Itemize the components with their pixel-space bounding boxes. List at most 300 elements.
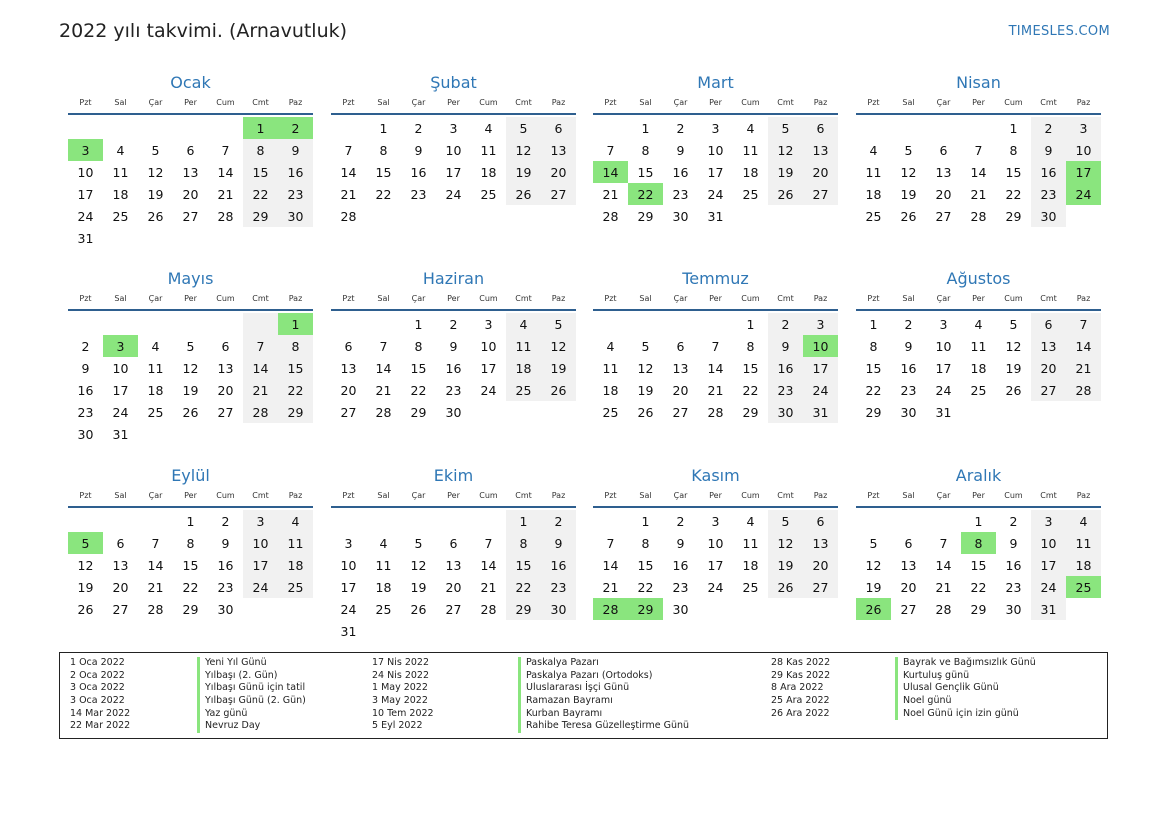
blank-cell [331,117,366,139]
legend-holiday-name: Noel günü [895,695,1036,708]
day-cell: 5 [904,142,913,158]
day-cell: 9 [1009,535,1018,551]
day-cell: 2 [768,313,803,335]
day-cell: 31 [707,208,724,224]
day-cell: 17 [707,164,724,180]
month-12 [856,465,1101,620]
day-cell: 21 [340,186,357,202]
legend-holiday-name: Paskalya Pazarı [518,657,689,670]
weekday-label: Paz [1076,98,1091,107]
day-cell: 1 [746,316,755,332]
day-cell: 13 [803,139,838,161]
day-cell: 26 [506,183,541,205]
month-10 [331,465,576,642]
day-cell: 1 [869,316,878,332]
weekday-label: Sal [902,98,915,107]
day-cell: 17 [707,557,724,573]
blank-cell [436,510,471,532]
day-cell: 30 [672,208,689,224]
day-cell: 10 [340,557,357,573]
day-cell: 6 [939,142,948,158]
day-cell: 4 [116,142,125,158]
day-cell: 7 [151,535,160,551]
day-cell: 28 [970,208,987,224]
day-cell: 19 [77,579,94,595]
weekday-label: Paz [1076,491,1091,500]
day-cell: 7 [221,142,230,158]
weekday-label: Cum [741,491,760,500]
day-cell: 9 [1031,139,1066,161]
day-cell: 8 [641,142,650,158]
day-cell: 12 [182,360,199,376]
day-cell: 5 [506,117,541,139]
legend-dates-col-3 [771,657,830,720]
day-cell: 14 [707,360,724,376]
day-cell: 7 [344,142,353,158]
day-cell: 24 [707,579,724,595]
day-cell: 6 [904,535,913,551]
day-cell: 1 [1009,120,1018,136]
day-cell: 28 [340,208,357,224]
day-grid [856,510,1101,620]
day-cell: 22 [637,579,654,595]
day-cell: 11 [375,557,392,573]
blank-cell [138,313,173,335]
day-cell: 1 [974,513,983,529]
day-cell: 6 [803,117,838,139]
day-cell: 22 [410,382,427,398]
weekday-label: Sal [114,294,127,303]
holiday-day-cell: 29 [628,598,663,620]
day-cell: 13 [1031,335,1066,357]
day-cell: 23 [541,576,576,598]
weekday-label: Pzt [342,98,355,107]
blank-cell [68,117,103,139]
day-cell: 26 [541,379,576,401]
day-cell: 1 [414,316,423,332]
day-cell: 20 [1031,357,1066,379]
day-cell: 8 [869,338,878,354]
day-cell: 14 [375,360,392,376]
day-cell: 3 [711,120,720,136]
weekday-label: Cmt [1040,294,1057,303]
day-cell: 28 [935,601,952,617]
day-cell: 28 [375,404,392,420]
day-cell: 4 [869,142,878,158]
day-grid [593,510,838,620]
day-cell: 20 [112,579,129,595]
day-cell: 26 [147,208,164,224]
day-cell: 27 [182,208,199,224]
day-cell: 17 [480,360,497,376]
day-cell: 27 [541,183,576,205]
blank-cell [138,117,173,139]
day-cell: 6 [449,535,458,551]
month-9 [68,465,313,620]
legend-holiday-name: Yılbaşı (2. Gün) [197,670,306,683]
day-cell: 16 [1031,161,1066,183]
day-cell: 2 [541,510,576,532]
weekday-header [331,96,576,115]
day-cell: 1 [641,120,650,136]
day-cell: 21 [970,186,987,202]
day-cell: 7 [711,338,720,354]
blank-cell [366,313,401,335]
day-cell: 14 [243,357,278,379]
day-cell: 16 [1005,557,1022,573]
weekday-label: Cmt [515,294,532,303]
day-cell: 16 [672,557,689,573]
day-cell: 3 [449,120,458,136]
blank-cell [103,117,138,139]
legend-date: 5 Eyl 2022 [372,720,423,732]
month-name: Haziran [422,269,485,288]
day-cell: 16 [672,164,689,180]
day-cell: 23 [278,183,313,205]
day-cell: 24 [935,382,952,398]
day-cell: 25 [602,404,619,420]
blank-cell [698,313,733,335]
day-cell: 24 [480,382,497,398]
day-cell: 3 [803,313,838,335]
weekday-label: Per [447,98,460,107]
weekday-label: Paz [551,491,566,500]
legend-date: 22 Mar 2022 [70,720,131,732]
day-cell: 21 [602,186,619,202]
weekday-label: Sal [639,98,652,107]
day-cell: 8 [243,139,278,161]
month-name: Kasım [691,466,740,485]
month-6 [331,268,576,423]
day-cell: 26 [637,404,654,420]
day-grid [856,117,1101,227]
day-cell: 4 [278,510,313,532]
legend-date: 14 Mar 2022 [70,707,131,719]
day-cell: 19 [768,161,803,183]
day-cell: 20 [445,579,462,595]
day-cell: 27 [445,601,462,617]
day-cell: 25 [147,404,164,420]
holiday-day-cell: 28 [593,598,628,620]
blank-cell [593,510,628,532]
legend-dates-col-1 [70,657,130,733]
legend-date: 17 Nis 2022 [372,657,429,668]
day-cell: 22 [970,579,987,595]
month-3 [593,72,838,227]
day-cell: 13 [182,164,199,180]
weekday-header [856,292,1101,311]
day-cell: 2 [676,513,685,529]
day-cell: 4 [506,313,541,335]
blank-cell [891,117,926,139]
weekday-label: Paz [813,491,828,500]
legend-holiday-name: Uluslararası İşçi Günü [518,682,689,695]
day-cell: 20 [182,186,199,202]
day-cell: 4 [606,338,615,354]
day-cell: 8 [379,142,388,158]
day-cell: 3 [243,510,278,532]
weekday-label: Cum [479,491,498,500]
weekday-label: Sal [639,491,652,500]
site-link[interactable]: TIMESLES.COM [1008,24,1110,39]
day-cell: 14 [147,557,164,573]
day-cell: 15 [506,554,541,576]
day-cell: 13 [900,557,917,573]
blank-cell [961,117,996,139]
day-cell: 27 [935,208,952,224]
month-name: Mayıs [167,269,214,288]
weekday-label: Pzt [79,98,92,107]
day-cell: 18 [742,164,759,180]
legend-holiday-name: Rahibe Teresa Güzelleştirme Günü [518,720,689,733]
weekday-label: Paz [288,98,303,107]
day-cell: 16 [278,161,313,183]
day-cell: 10 [707,535,724,551]
weekday-label: Cum [479,98,498,107]
weekday-label: Per [184,98,197,107]
day-cell: 1 [506,510,541,532]
day-cell: 10 [243,532,278,554]
day-cell: 13 [803,532,838,554]
day-grid [68,313,313,445]
holiday-day-cell: 14 [593,161,628,183]
day-cell: 19 [541,357,576,379]
day-cell: 15 [278,357,313,379]
legend-date: 8 Ara 2022 [771,682,824,694]
day-cell: 9 [904,338,913,354]
day-cell: 17 [243,554,278,576]
day-cell: 10 [1031,532,1066,554]
weekday-label: Cum [741,294,760,303]
day-cell: 9 [81,360,90,376]
day-cell: 11 [742,535,759,551]
weekday-header [68,489,313,508]
weekday-header [331,489,576,508]
day-cell: 15 [865,360,882,376]
day-cell: 22 [742,382,759,398]
day-cell: 23 [1031,183,1066,205]
weekday-header [331,292,576,311]
holiday-day-cell: 8 [961,532,996,554]
holiday-day-cell: 1 [278,313,313,335]
day-cell: 4 [746,120,755,136]
day-cell: 12 [637,360,654,376]
weekday-label: Cum [216,294,235,303]
day-cell: 23 [768,379,803,401]
day-cell: 18 [147,382,164,398]
holiday-day-cell: 1 [243,117,278,139]
blank-cell [331,313,366,335]
day-cell: 6 [344,338,353,354]
day-cell: 14 [340,164,357,180]
weekday-label: Çar [673,491,688,500]
weekday-header [593,489,838,508]
day-cell: 16 [77,382,94,398]
day-cell: 14 [970,164,987,180]
day-cell: 18 [742,557,759,573]
weekday-label: Çar [936,98,951,107]
day-cell: 8 [1009,142,1018,158]
day-cell: 3 [1066,117,1101,139]
blank-cell [68,510,103,532]
day-cell: 6 [676,338,685,354]
weekday-label: Çar [936,294,951,303]
day-cell: 25 [112,208,129,224]
day-cell: 2 [904,316,913,332]
day-cell: 20 [672,382,689,398]
day-cell: 12 [147,164,164,180]
legend-date: 1 Oca 2022 [70,657,125,668]
blank-cell [208,117,243,139]
weekday-label: Çar [673,294,688,303]
weekday-header [856,489,1101,508]
day-cell: 2 [449,316,458,332]
day-cell: 11 [112,164,129,180]
day-cell: 17 [935,360,952,376]
day-cell: 23 [900,382,917,398]
day-cell: 28 [243,401,278,423]
day-cell: 26 [410,601,427,617]
day-cell: 9 [541,532,576,554]
day-cell: 28 [602,208,619,224]
day-cell: 26 [768,576,803,598]
day-cell: 20 [935,186,952,202]
day-cell: 6 [803,510,838,532]
day-cell: 24 [77,208,94,224]
day-cell: 17 [803,357,838,379]
day-cell: 8 [641,535,650,551]
weekday-label: Per [184,491,197,500]
holiday-day-cell: 3 [103,335,138,357]
weekday-label: Per [972,294,985,303]
day-cell: 15 [637,557,654,573]
day-cell: 17 [340,579,357,595]
day-cell: 18 [1066,554,1101,576]
weekday-label: Cmt [252,294,269,303]
legend-holiday-name: Noel Günü için izin günü [895,708,1036,721]
day-cell: 14 [602,557,619,573]
day-cell: 11 [506,335,541,357]
day-cell: 5 [541,313,576,335]
weekday-label: Çar [411,491,426,500]
legend-holiday-name: Yılbaşı Günü (2. Gün) [197,695,306,708]
day-cell: 16 [410,164,427,180]
day-cell: 16 [217,557,234,573]
weekday-label: Sal [639,294,652,303]
day-cell: 25 [480,186,497,202]
day-cell: 19 [147,186,164,202]
weekday-label: Paz [813,294,828,303]
day-cell: 26 [900,208,917,224]
weekday-label: Cmt [777,294,794,303]
month-name: Ocak [170,73,211,92]
day-cell: 31 [935,404,952,420]
day-cell: 4 [379,535,388,551]
day-cell: 8 [186,535,195,551]
day-cell: 23 [217,579,234,595]
day-cell: 11 [480,142,497,158]
legend-date: 3 Oca 2022 [70,695,125,707]
holiday-day-cell: 26 [856,598,891,620]
day-cell: 12 [1005,338,1022,354]
legend-holiday-name: Bayrak ve Bağımsızlık Günü [895,657,1036,670]
day-cell: 21 [935,579,952,595]
day-cell: 23 [1005,579,1022,595]
weekday-label: Paz [551,98,566,107]
day-cell: 5 [768,117,803,139]
weekday-label: Cum [741,98,760,107]
day-cell: 7 [484,535,493,551]
weekday-label: Cum [1004,294,1023,303]
weekday-label: Per [709,98,722,107]
weekday-label: Pzt [867,491,880,500]
day-cell: 21 [217,186,234,202]
legend-holiday-name: Yılbaşı Günü için tatil [197,682,306,695]
weekday-label: Paz [813,98,828,107]
day-cell: 31 [803,401,838,423]
day-cell: 25 [742,186,759,202]
day-cell: 13 [217,360,234,376]
day-cell: 18 [112,186,129,202]
day-cell: 29 [970,601,987,617]
day-cell: 23 [672,186,689,202]
day-cell: 8 [746,338,755,354]
day-cell: 13 [340,360,357,376]
blank-cell [593,117,628,139]
weekday-label: Pzt [867,98,880,107]
day-cell: 11 [970,338,987,354]
day-cell: 21 [480,579,497,595]
day-cell: 22 [506,576,541,598]
day-cell: 3 [344,535,353,551]
day-cell: 8 [278,335,313,357]
day-cell: 21 [707,382,724,398]
weekday-label: Pzt [604,294,617,303]
day-cell: 29 [506,598,541,620]
day-cell: 24 [1031,576,1066,598]
weekday-header [68,96,313,115]
day-cell: 3 [484,316,493,332]
day-cell: 30 [1005,601,1022,617]
day-cell: 14 [480,557,497,573]
day-cell: 17 [77,186,94,202]
day-cell: 25 [375,601,392,617]
holiday-legend [59,652,1108,739]
day-cell: 16 [541,554,576,576]
weekday-label: Paz [1076,294,1091,303]
weekday-label: Çar [936,491,951,500]
day-cell: 24 [112,404,129,420]
day-cell: 27 [112,601,129,617]
day-cell: 30 [445,404,462,420]
day-cell: 6 [221,338,230,354]
month-11 [593,465,838,620]
day-cell: 27 [340,404,357,420]
weekday-label: Cum [1004,98,1023,107]
day-cell: 7 [606,535,615,551]
weekday-label: Cmt [252,491,269,500]
day-cell: 13 [445,557,462,573]
day-cell: 25 [865,208,882,224]
day-cell: 12 [506,139,541,161]
holiday-day-cell: 24 [1066,183,1101,205]
day-cell: 18 [865,186,882,202]
blank-cell [856,510,891,532]
day-cell: 8 [506,532,541,554]
month-name: Eylül [171,466,210,485]
day-cell: 5 [151,142,160,158]
day-cell: 28 [217,208,234,224]
